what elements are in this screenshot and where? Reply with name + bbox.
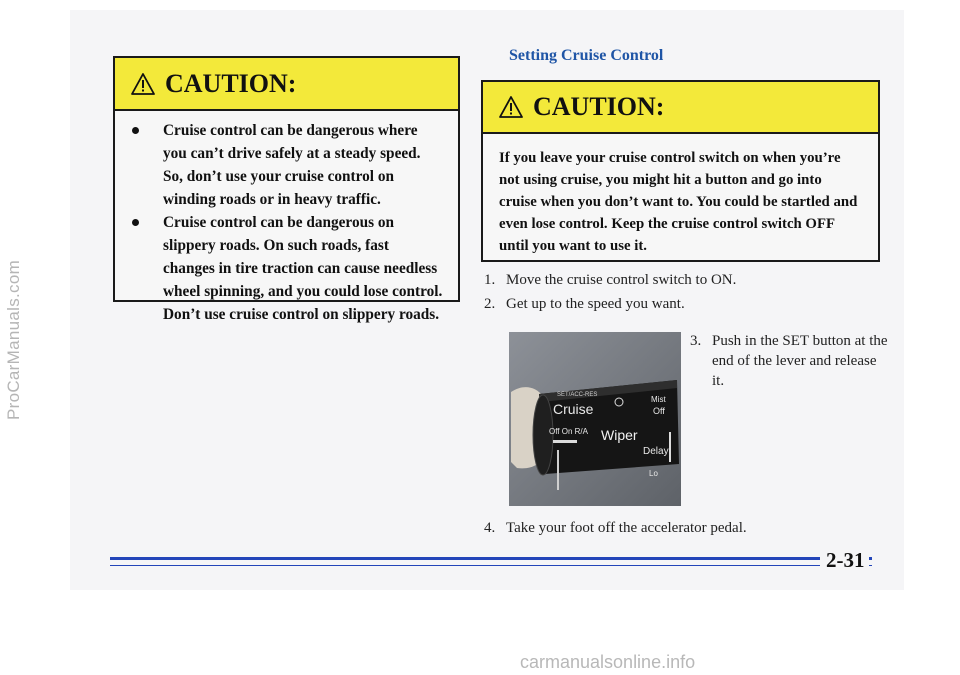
switch-caution-box	[481, 80, 880, 262]
caution-bullet: Cruise control can be dangerous where you can’t drive safely at a steady speed. So, don’t use your cruise control on winding roads or in heavy traffic.	[129, 119, 444, 211]
step-number: 1.	[484, 272, 496, 288]
step-number: 2.	[484, 296, 496, 312]
label-off: Off	[653, 406, 665, 416]
label-set: SET/ACC-RES	[557, 392, 598, 398]
section-heading: Setting Cruise Control	[509, 47, 664, 64]
caution-body: If you leave your cruise control switch on when you’re not using cruise, you might hit a button and go into cruise when you don’t want to. You could be startled and even lose control. Keep the cruise control switch OFF until you want to use it.	[499, 150, 858, 254]
warning-triangle-icon	[499, 96, 523, 118]
step-text: Move the cruise control switch to ON.	[506, 272, 737, 288]
label-cruise: Cruise	[553, 401, 594, 417]
side-watermark: ProCarManuals.com	[4, 259, 23, 421]
page-number: 2-31	[822, 548, 869, 573]
step-text: Get up to the speed you want.	[506, 296, 685, 312]
caution-title: CAUTION:	[165, 68, 297, 98]
warning-triangle-icon	[131, 73, 155, 95]
caution-header	[115, 58, 458, 111]
footer-rule-thin	[110, 565, 820, 566]
caution-title: CAUTION:	[533, 92, 665, 121]
step-text: Take your foot off the accelerator pedal.	[506, 520, 747, 536]
cruise-lever-photo	[509, 332, 681, 506]
step-2	[484, 296, 884, 313]
footer-rule	[110, 557, 820, 560]
caution-body	[115, 111, 458, 326]
step-4	[484, 520, 884, 537]
lever-illustration	[509, 332, 681, 506]
step-3	[690, 331, 890, 391]
label-delay: Delay	[643, 446, 669, 457]
footer-watermark: carmanualsonline.info	[520, 652, 696, 672]
step-text: Push in the SET button at the end of the lever and release it.	[712, 333, 888, 389]
step-1	[484, 272, 884, 289]
label-wiper: Wiper	[601, 427, 638, 443]
label-off-on: Off On R/A	[549, 427, 588, 436]
label-mist: Mist	[651, 395, 666, 404]
caution-header	[483, 82, 878, 134]
step-number: 4.	[484, 520, 496, 536]
label-lo: Lo	[649, 469, 658, 478]
cruise-caution-box	[113, 56, 460, 323]
step-number: 3.	[690, 333, 702, 349]
caution-bullet: Cruise control can be dangerous on slippery roads. On such roads, fast changes in tire traction can cause needless wheel spinning, and you could lose control. Don’t use cruise control on slippery roads.	[129, 211, 444, 326]
